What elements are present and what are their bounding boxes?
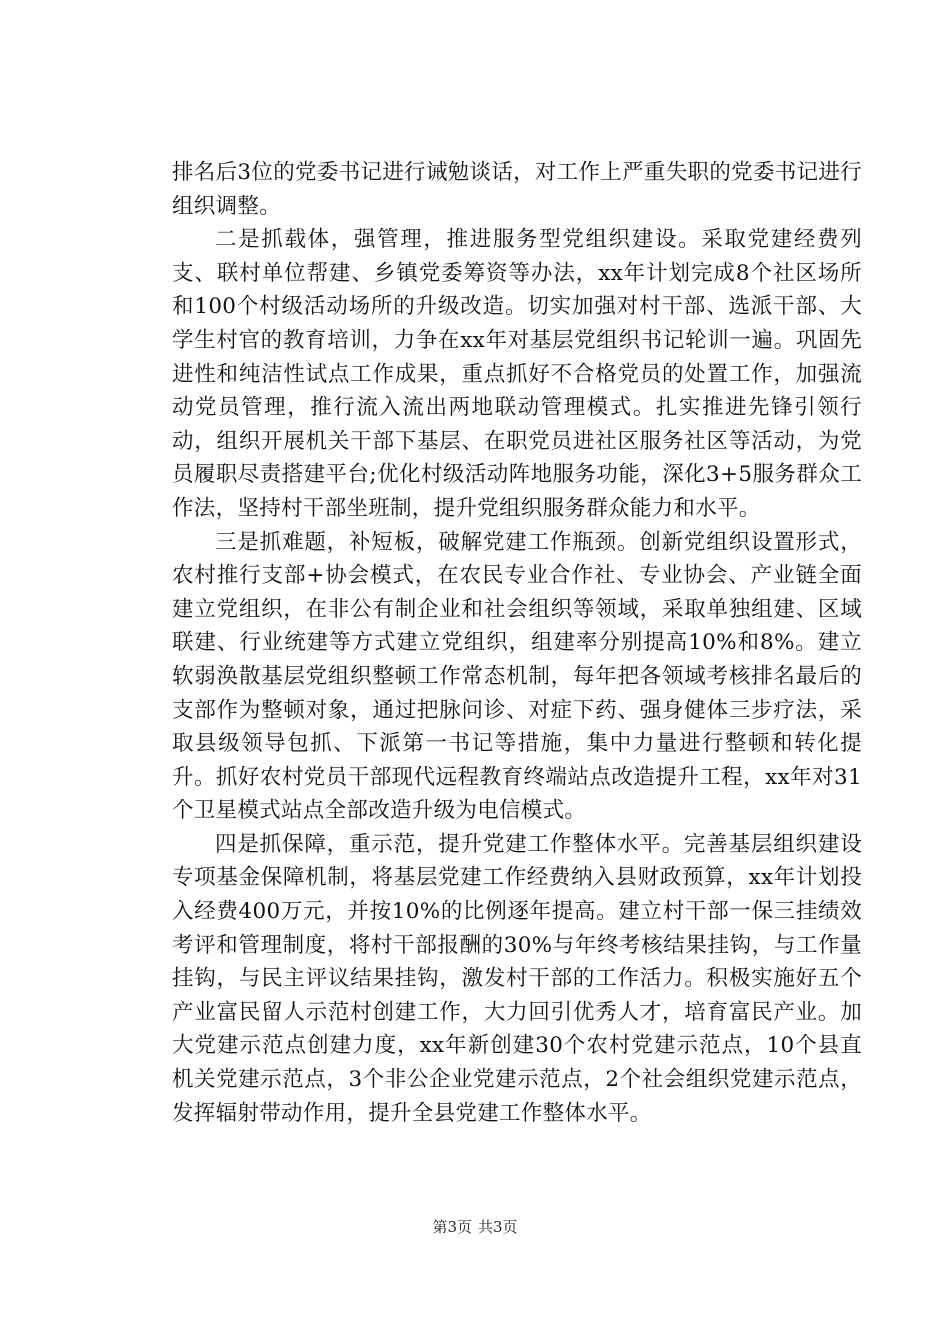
page-footer — [0, 1217, 950, 1237]
paragraph-difficult-problems: 三是抓难题，补短板，破解党建工作瓶颈。创新党组织设置形式，农村推行支部+协会模式，在农民专业合作社、专业协会、产业链全面建立党组织，在非公有制企业和社会组织等领域，采取单独组建、区域联建、行业统建等方式建立党组织，组建率分别提高10%和8%。建立软弱涣散基层党组织整顿工作常态机制，每年把各领域考核排名最后的支部作为整顿对象，通过把脉问诊、对症下药、强身健体三步疗法，采取县级领导包抓、下派第一书记等措施，集中力量进行整顿和转化提升。抓好农村党员干部现代远程教育终端站点改造提升工程，xx年对31个卫星模式站点全部改造升级为电信模式。 — [172, 529, 862, 824]
paragraph-carrier-management: 二是抓载体，强管理，推进服务型党组织建设。采取党建经费列支、联村单位帮建、乡镇党委筹资等办法，xx年计划完成8个社区场所和100个村级活动场所的升级改造。切实加强对村干部、选派干部、大学生村官的教育培训，力争在xx年对基层党组织书记轮训一遍。巩固先进性和纯洁性试点工作成果，重点抓好不合格党员的处置工作，加强流动党员管理，推行流入流出两地联动管理模式。扎实推进先锋引领行动，组织开展机关干部下基层、在职党员进社区服务社区等活动，为党员履职尽责搭建平台;优化村级活动阵地服务功能，深化3+5服务群众工作法，坚持村干部坐班制，提升党组织服务群众能力和水平。 — [172, 227, 862, 521]
paragraph-continuation: 排名后3位的党委书记进行诫勉谈话，对工作上严重失职的党委书记进行组织调整。 — [172, 160, 862, 219]
page-number: 第3页 — [432, 1218, 472, 1236]
page-total: 共3页 — [478, 1218, 518, 1236]
document-body — [172, 156, 862, 1130]
paragraph-guarantee-demonstration: 四是抓保障，重示范，提升党建工作整体水平。完善基层组织建设专项基金保障机制，将基层党建工作经费纳入县财政预算，xx年计划投入经费400万元，并按10%的比例逐年提高。建立村干部一保三挂绩效考评和管理制度，将村干部报酬的30%与年终考核结果挂钩，与工作量挂钩，与民主评议结果挂钩，激发村干部的工作活力。积极实施好五个产业富民留人示范村创建工作，大力回引优秀人才，培育富民产业。加大党建示范点创建力度，xx年新创建30个农村党建示范点，10个县直机关党建示范点，3个非公企业党建示范点，2个社会组织党建示范点，发挥辐射带动作用，提升全县党建工作整体水平。 — [172, 831, 862, 1126]
